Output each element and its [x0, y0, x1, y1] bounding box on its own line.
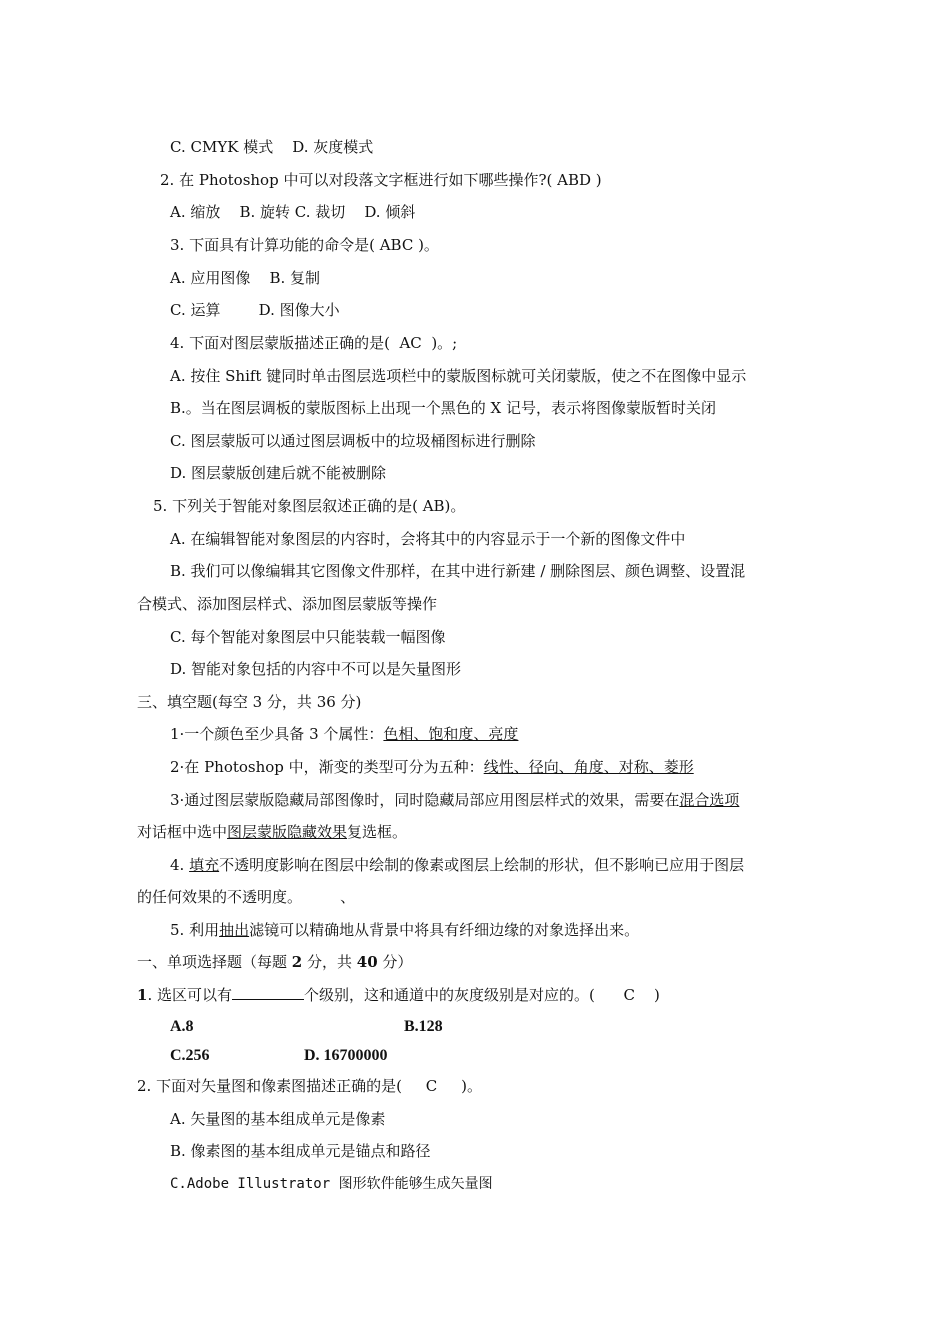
option-a: A.8 [170, 1018, 194, 1035]
fill-question-4-continued: 的任何效果的不透明度。 、 [137, 888, 356, 906]
question-line: 3. 下面具有计算功能的命令是( ABC )。 [170, 236, 439, 254]
answer-text: 色相、饱和度、亮度 [383, 725, 519, 743]
option-line-continued: 合模式、添加图层样式、添加图层蒙版等操作 [137, 595, 438, 613]
fill-question-2 [170, 757, 694, 777]
option-b: B.128 [404, 1018, 443, 1035]
question-text: 5. 利用 [170, 921, 220, 939]
option-line: C. 运算 D. 图像大小 [170, 301, 340, 319]
answer-blank [232, 985, 304, 1000]
question-line [137, 985, 660, 1005]
question-line: 2. 在 Photoshop 中可以对段落文字框进行如下哪些操作?( ABD ) [160, 171, 602, 189]
option-line: B. 我们可以像编辑其它图像文件那样，在其中进行新建 / 删除图层、颜色调整、设置混 [170, 562, 746, 580]
heading-bold: 2 [291, 953, 303, 971]
option-line: D. 图层蒙版创建后就不能被删除 [170, 464, 387, 482]
option-line: B. 像素图的基本组成单元是锚点和路径 [170, 1142, 431, 1160]
answer-text: 抽出 [219, 921, 250, 939]
section-heading [137, 952, 412, 972]
option-line: A. 应用图像 B. 复制 [170, 269, 321, 287]
fill-question-3 [170, 790, 739, 810]
question-text: 3·通过图层蒙版隐藏局部图像时，同时隐藏局部应用图层样式的效果，需要在 [170, 791, 680, 809]
question-text: 滤镜可以精确地从背景中将具有纤细边缘的对象选择出来。 [249, 921, 640, 939]
option-c: C.256 [170, 1047, 210, 1064]
question-text: 不透明度影响在图层中绘制的像素或图层上绘制的形状，但不影响已应用于图层 [219, 856, 745, 874]
option-line: C.Adobe Illustrator 图形软件能够生成矢量图 [170, 1176, 493, 1192]
fill-question-5 [170, 920, 639, 940]
heading-text: 分） [377, 953, 413, 971]
heading-bold: 40 [356, 953, 378, 971]
question-line: 2. 下面对矢量图和像素图描述正确的是( C )。 [137, 1077, 482, 1095]
option-line: A. 缩放 B. 旋转 C. 裁切 D. 倾斜 [170, 203, 416, 221]
option-line: C. CMYK 模式 D. 灰度模式 [170, 138, 374, 156]
fill-question-1 [170, 724, 518, 744]
question-text: 4. [170, 856, 190, 874]
option-line: C. 图层蒙版可以通过图层调板中的垃圾桶图标进行删除 [170, 432, 536, 450]
option-line: C. 每个智能对象图层中只能装载一幅图像 [170, 628, 446, 646]
option-line: D. 智能对象包括的内容中不可以是矢量图形 [170, 660, 462, 678]
answer-text: 混合选项 [679, 791, 740, 809]
question-text: 个级别，这和通道中的灰度级别是对应的。( C ) [303, 986, 660, 1004]
question-text: 2·在 Photoshop 中，渐变的类型可分为五种： [170, 758, 484, 776]
answer-text: 图层蒙版隐藏效果 [227, 823, 348, 841]
option-d: D. 16700000 [304, 1047, 388, 1064]
option-line: B.。当在图层调板的蒙版图标上出现一个黑色的 X 记号，表示将图像蒙版暂时关闭 [170, 399, 717, 417]
question-text: 1·一个颜色至少具备 3 个属性： [170, 725, 384, 743]
answer-text: 线性、径向、角度、对称、菱形 [483, 758, 694, 776]
question-text: 对话框中选中 [137, 823, 228, 841]
question-line: 4. 下面对图层蒙版描述正确的是( AC )。; [170, 334, 458, 352]
question-number: 1 [137, 986, 148, 1004]
question-text: . 选区可以有 [147, 986, 232, 1004]
question-text: 复选框。 [347, 823, 408, 841]
heading-text: 分，共 [302, 953, 357, 971]
option-line: A. 矢量图的基本组成单元是像素 [170, 1110, 386, 1128]
question-line: 5. 下列关于智能对象图层叙述正确的是( AB)。 [153, 497, 466, 515]
heading-text: 一、单项选择题（每题 [137, 953, 292, 971]
option-line: A. 在编辑智能对象图层的内容时，会将其中的内容显示于一个新的图像文件中 [170, 530, 686, 548]
option-line: A. 按住 Shift 键同时单击图层选项栏中的蒙版图标就可关闭蒙版，使之不在图像中显示 [170, 367, 747, 385]
fill-question-3-continued [137, 822, 407, 842]
section-heading: 三、填空题(每空 3 分，共 36 分) [137, 693, 362, 711]
answer-text: 填充 [189, 856, 220, 874]
fill-question-4 [170, 855, 744, 875]
